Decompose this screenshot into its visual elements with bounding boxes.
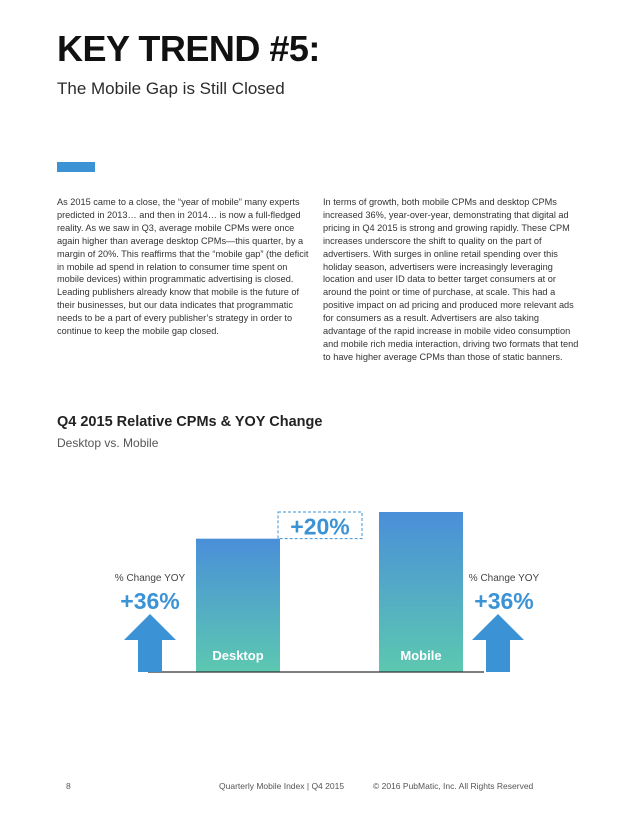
footer-document-title: Quarterly Mobile Index | Q4 2015 (219, 781, 345, 791)
gap-label: +20% (290, 513, 350, 540)
body-text-right: In terms of growth, both mobile CPMs and desktop CPMs increased 36%, year-over-year, demonstrating that digital ad pricing in Q4 2015 is strong and growing rapidly. These CPM increases underscore the shift to quality on the part of advertisers. With surges in online retail spending over this holiday season, advertisers were increasingly leveraging location and user ID data to better target consumers at or around the point or time of purchase, at scale. This had a positive impact on ad pricing and produced more relevant ads for consumers as a result. Advertisers are also taking advantage of the rapid increase in mobile video consumption and mobile rich media interaction, driving two formats that tend to have higher average CPMs than those of static banners. (323, 197, 579, 362)
chart-title: Q4 2015 Relative CPMs & YOY Change (57, 414, 323, 430)
chart-subtitle: Desktop vs. Mobile (57, 436, 159, 450)
yoy-value-right: +36% (474, 588, 534, 614)
page-subtitle: The Mobile Gap is Still Closed (57, 79, 285, 98)
page-title: KEY TREND #5: (57, 28, 320, 69)
bar-label-mobile: Mobile (400, 648, 442, 663)
page-number: 8 (66, 781, 71, 791)
bar-label-desktop: Desktop (212, 648, 264, 663)
body-text-left: As 2015 came to a close, the “year of mobile” many experts predicted in 2013… and then in 2014… is now a full-fledged reality. As we saw in Q3, average mobile CPMs were once again higher than average desktop CPMs—this quarter, by a margin of 20%. This reaffirms that the “mobile gap” (the deficit in mobile ad spend in relation to consumer time spent on mobile devices) within programmatic advertising is closed. Leading publishers already know that mobile is the future of their businesses, but our data indicates that programmatic needs to be a part of every publisher’s strategy in order to continue to keep the mobile gap closed. (57, 197, 309, 337)
footer-copyright: © 2016 PubMatic, Inc. All Rights Reserved (373, 781, 534, 791)
yoy-value-left: +36% (120, 588, 180, 614)
yoy-label-left: % Change YOY (114, 573, 186, 584)
yoy-label-right: % Change YOY (468, 573, 540, 584)
arrow-up-icon-right (472, 614, 524, 672)
arrow-up-icon-left (124, 614, 176, 672)
